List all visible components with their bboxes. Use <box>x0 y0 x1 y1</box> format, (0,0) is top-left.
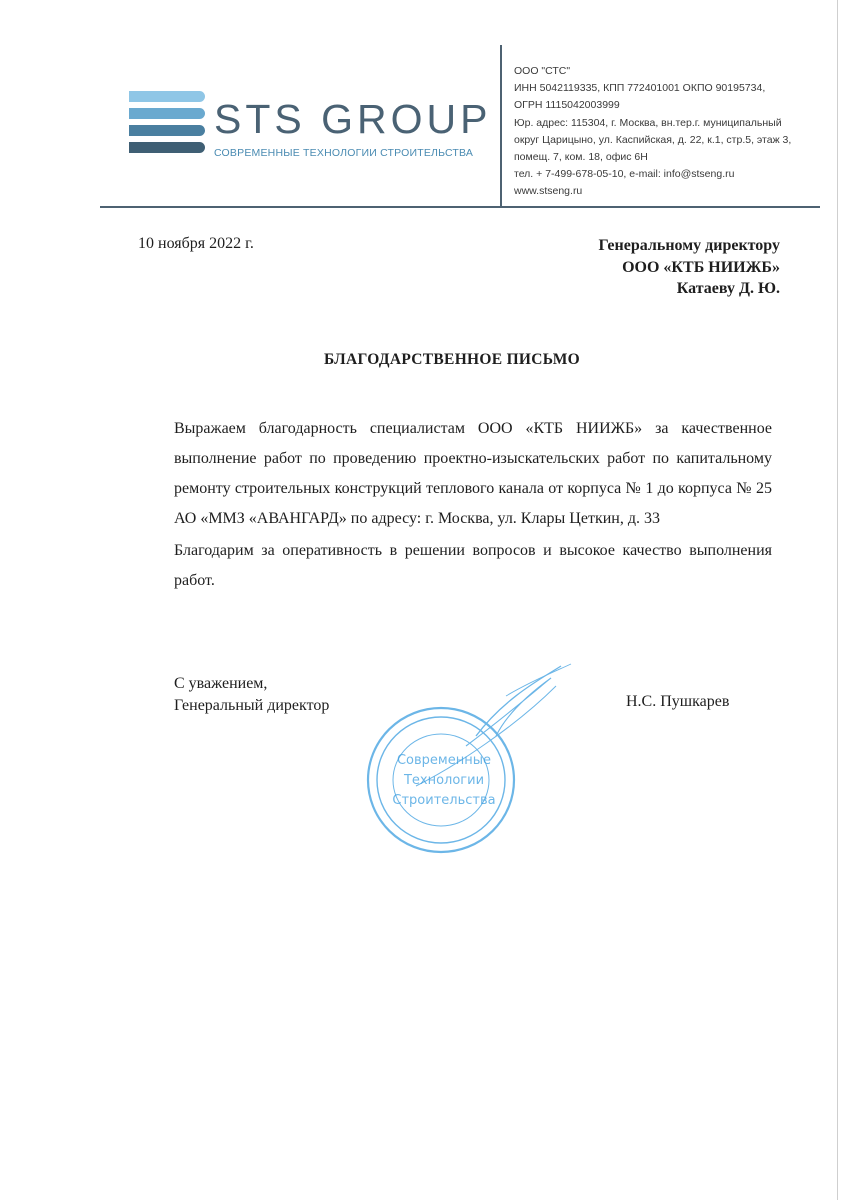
stamp-text: Современные <box>396 753 492 768</box>
stamp-text: Строительства <box>392 793 496 808</box>
company-details <box>514 63 814 201</box>
company-detail-line: Юр. адрес: 115304, г. Москва, вн.тер.г. муниципальный <box>514 116 782 129</box>
signer-position: Генеральный директор <box>174 697 330 714</box>
document-title: БЛАГОДАРСТВЕННОЕ ПИСЬМО <box>324 351 580 368</box>
company-detail-line: округ Царицыно, ул. Каспийская, д. 22, к.1, стр.5, этаж 3, <box>514 133 792 146</box>
addressee-block <box>598 235 780 300</box>
company-website: www.stseng.ru <box>514 185 583 198</box>
letter-date: 10 ноября 2022 г. <box>138 235 254 252</box>
closing-greeting: С уважением, <box>174 675 268 692</box>
logo-tagline: СОВРЕМЕННЫЕ ТЕХНОЛОГИИ СТРОИТЕЛЬСТВА <box>214 147 474 159</box>
logo-bar <box>129 125 205 136</box>
addressee-name: Катаеву Д. Ю. <box>676 280 780 297</box>
header-horizontal-divider <box>100 206 820 208</box>
addressee-position: Генеральному директору <box>598 237 780 254</box>
logo-bar <box>129 91 205 102</box>
logo-name: STS GROUP <box>214 96 492 142</box>
body-paragraph <box>174 414 772 534</box>
page-edge-line <box>837 0 838 1200</box>
company-detail-line: помещ. 7, ком. 18, офис 6Н <box>514 151 648 164</box>
body-paragraph <box>174 536 772 596</box>
company-stamp <box>356 656 596 876</box>
stamp-text: Технологии <box>403 773 485 788</box>
company-detail-line: ООО "СТС" <box>514 65 571 77</box>
signer-name: Н.С. Пушкарев <box>626 693 730 710</box>
header-vertical-divider <box>500 45 502 208</box>
addressee-company: ООО «КТБ НИИЖБ» <box>622 258 780 276</box>
closing-block <box>174 673 329 717</box>
company-detail-line: ИНН 5042119335, КПП 772401001 ОКПО 90195734, <box>514 82 766 95</box>
company-detail-line: ОГРН 1115042003999 <box>514 99 620 112</box>
logo-bar <box>129 108 205 119</box>
logo-mark <box>129 91 205 159</box>
company-detail-line: тел. + 7-499-678-05-10, e-mail: info@stseng.ru <box>514 168 735 181</box>
paragraph-text: Выражаем благодарность специалистам ООО «КТБ НИИЖБ» за качественное выполнение работ по проведению проектно-изыскательских работ по капитальному ремонту строительных конструкций теплового канала от корпуса № 1 до корпуса № 25 АО «ММЗ «АВАНГАРД» по адресу: г. Москва, ул. Клары Цеткин, д. 33 <box>174 420 772 527</box>
logo-bar <box>129 142 205 153</box>
letter-body <box>174 414 772 596</box>
paragraph-text: Благодарим за оперативность в решении вопросов и высокое качество выполнения работ. <box>174 542 772 589</box>
